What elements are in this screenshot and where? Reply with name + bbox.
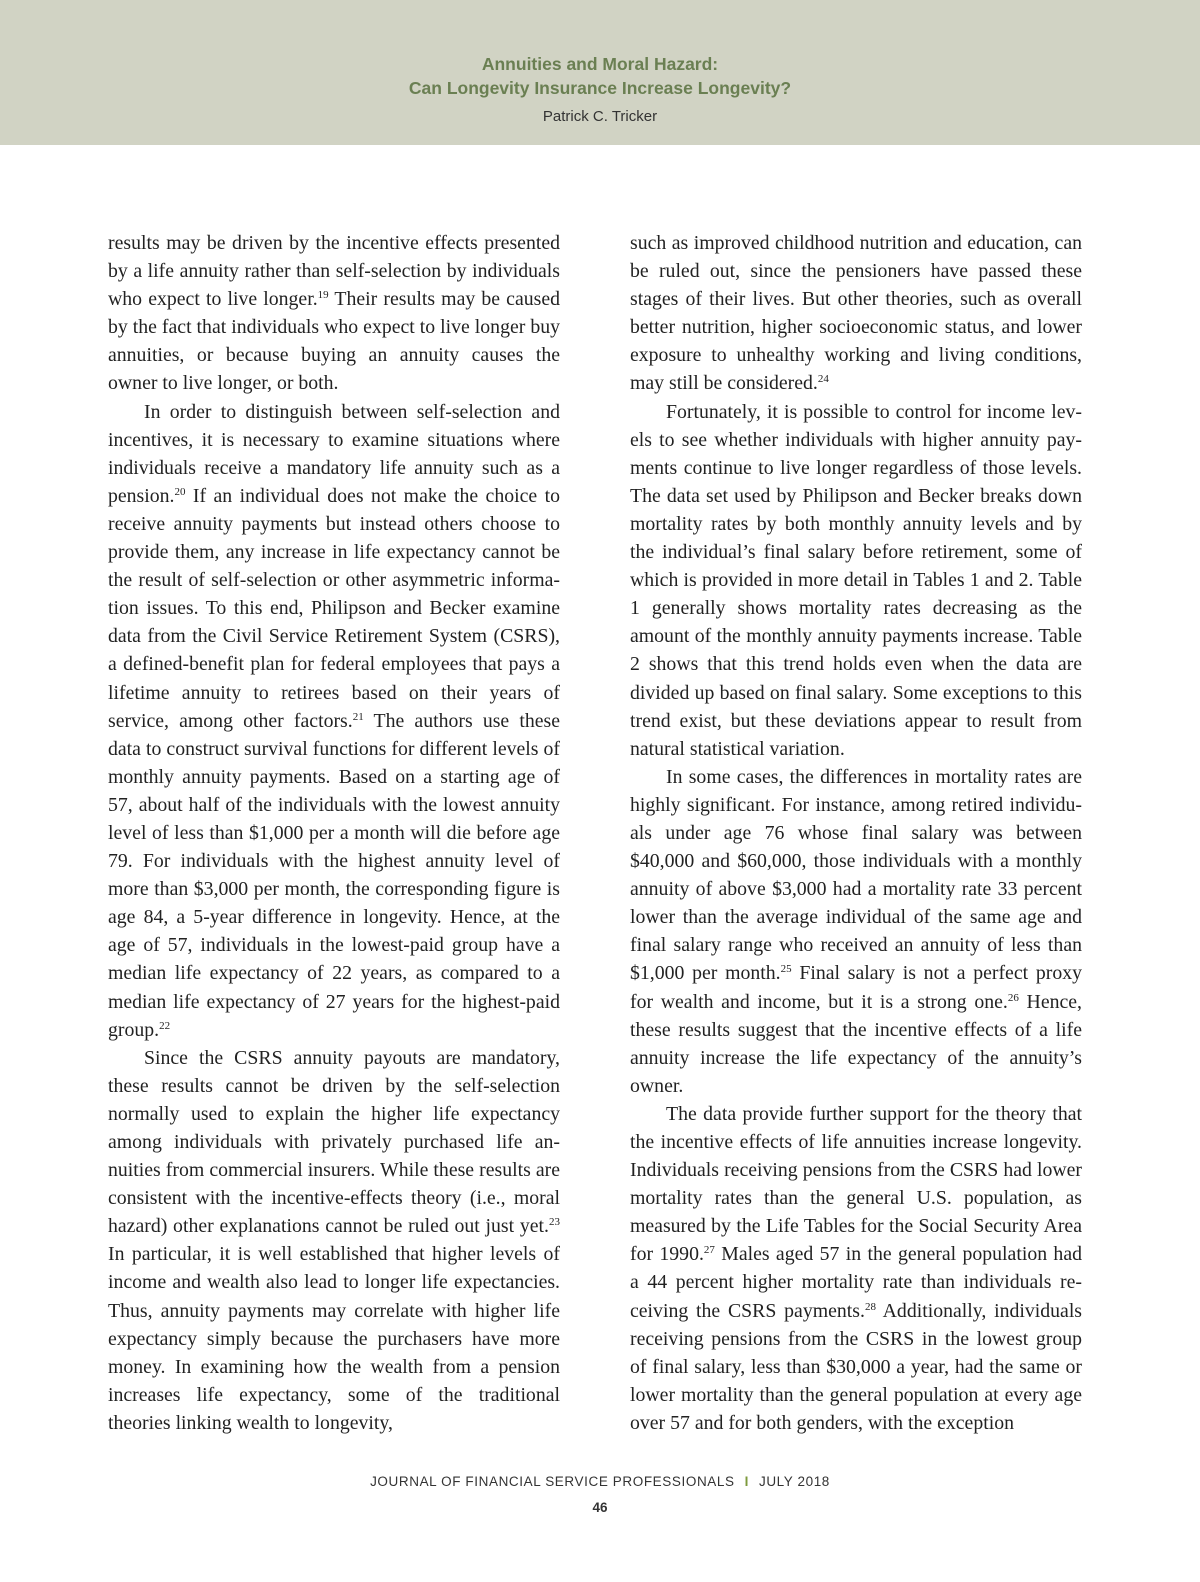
paragraph: Fortunately, it is possible to control for income levels to see whether individuals with higher annuity payments continue to live longer regardless of those levels. The data set used by Philipson and Becker breaks down mortality rates by both monthly annuity levels and by the individual’s final salary before retirement, some of which is provided in more detail in Tables 1 and 2. Table 1 generally shows mortality rates decreasing as the amount of the monthly annuity payments increase. Table 2 shows that this trend holds even when the data are divided up based on final salary. Some exceptions to this trend exist, but these deviations appear to result from natural statistical variation. xyxy=(630,400,1082,760)
footnote-ref: 23 xyxy=(549,1216,560,1229)
footnote-ref: 28 xyxy=(864,1300,876,1313)
paragraph: such as improved childhood nutrition and education, can be ruled out, since the pensioners have passed these stages of their lives. But other theories, such as overall better nutrition, higher socioeconomic status, and lower exposure to unhealthy working and living conditions, may still be considered.$^{24}$ xyxy=(630,232,1082,395)
paragraph: In some cases, the differences in mortality rates are highly significant. For instance, among retired individuals under age 76 whose final salary was between $40,000 and $60,000, those individuals with a monthly annuity of above $3,000 had a mortality rate 33 percent lower than the average individual of the same age and final salary range who received an annuity of less than $1,000 per month.$^{25}$ Final salary is not a perfect proxy for wealth and income, but it is a strong one.$^{26}$ Hence, these results suggest that the incentive effects of a life annuity increase the life expectancy of the annuity’s owner. xyxy=(630,765,1083,1097)
footnote-ref: 24 xyxy=(817,373,829,386)
footnote-ref: 27 xyxy=(703,1244,715,1257)
footnote-ref: 19 xyxy=(317,289,329,302)
running-header xyxy=(0,0,1200,145)
article-title-line-1: Annuities and Moral Hazard: xyxy=(481,54,719,74)
right-column xyxy=(630,229,1082,1437)
journal-footer xyxy=(0,1474,1200,1489)
issue-date: JULY 2018 xyxy=(758,1474,830,1489)
journal-name: JOURNAL OF FINANCIAL SERVICE PROFESSIONALS xyxy=(370,1474,735,1489)
footnote-ref: 20 xyxy=(174,485,186,498)
paragraph: results may be driven by the incentive effects presented by a life annuity rather than self-selection by individuals who expect to live longer.$^{19}$ Their results may be caused by the fact that individuals who expect to live longer buy annuities, or because buying an annuity causes the owner to live longer, or both. xyxy=(108,232,560,395)
page-number: 46 xyxy=(592,1500,608,1515)
author-name: Patrick C. Tricker xyxy=(542,108,658,125)
paragraph: Since the CSRS annuity payouts are mandatory, these results cannot be driven by the self-selection normally used to explain the higher life expectancy among individuals with privately purchased life annuities from commercial insurers. While these results are consistent with the incentive-effects theory (i.e., moral hazard) other explanations cannot be ruled out just yet.$^{23}$ In particular, it is well established that higher levels of income and wealth also lead to longer life expectancies. Thus, annuity payments may correlate with higher life expectancy simply because the purchasers have more money. In examining how the wealth from a pension increases life expectancy, some of the traditional theories linking wealth to longevity, xyxy=(108,1046,560,1434)
footer-separator: I xyxy=(744,1474,749,1489)
paragraph: In order to distinguish between self-selection and incentives, it is necessary to examine situations where individuals receive a mandatory life annuity such as a pension.$^{20}$ If an individual does not make the choice to receive annuity payments but instead others choose to provide them, any increase in life expectancy cannot be the result of self-selection or other asymmetric information issues. To this end, Philipson and Becker examine data from the Civil Service Retirement System (CSRS), a defined-benefit plan for federal employees that pays a lifetime annuity to retirees based on their years of service, among other factors.$^{21}$ The authors use these data to construct survival functions for different levels of monthly annuity payments. Based on a starting age of 57, about half of the individuals with the lowest annuity level of less than $1,000 per a month will die before age 79. For individuals with the highest annuity level of more than $3,000 per month, the corresponding figure is age 84, a 5-year difference in longevity. Hence, at the age of 57, individuals in the lowest-paid group have a median life expectancy of 22 years, as compared to a median life expectancy of 27 years for the highest-paid group.$^{22}$ xyxy=(108,400,560,1041)
paragraph: The data provide further support for the theory that the incentive effects of life annuities increase longevity. Individuals receiving pensions from the CSRS had lower mortality rates than the general U.S. population, as measured by the Life Tables for the Social Security Area for 1990.27 Males aged 57 in the general population had a 44 percent higher mortality rate than individuals receiving the CSRS payments.$^{28}$ Additionally, individuals receiving pensions from the CSRS in the lowest group of final salary, less than $30,000 a year, had the same or lower mortality than the general population at every age over 57 and for both genders, with the exception xyxy=(630,1102,1083,1434)
footnote-ref: 25 xyxy=(780,963,792,976)
footnote-ref: 22 xyxy=(159,1019,171,1032)
article-title-line-2: Can Longevity Insurance Increase Longevity? xyxy=(408,78,792,98)
footnote-ref: 21 xyxy=(352,710,364,723)
footnote-ref: 26 xyxy=(1007,991,1019,1004)
left-column xyxy=(108,229,560,1437)
